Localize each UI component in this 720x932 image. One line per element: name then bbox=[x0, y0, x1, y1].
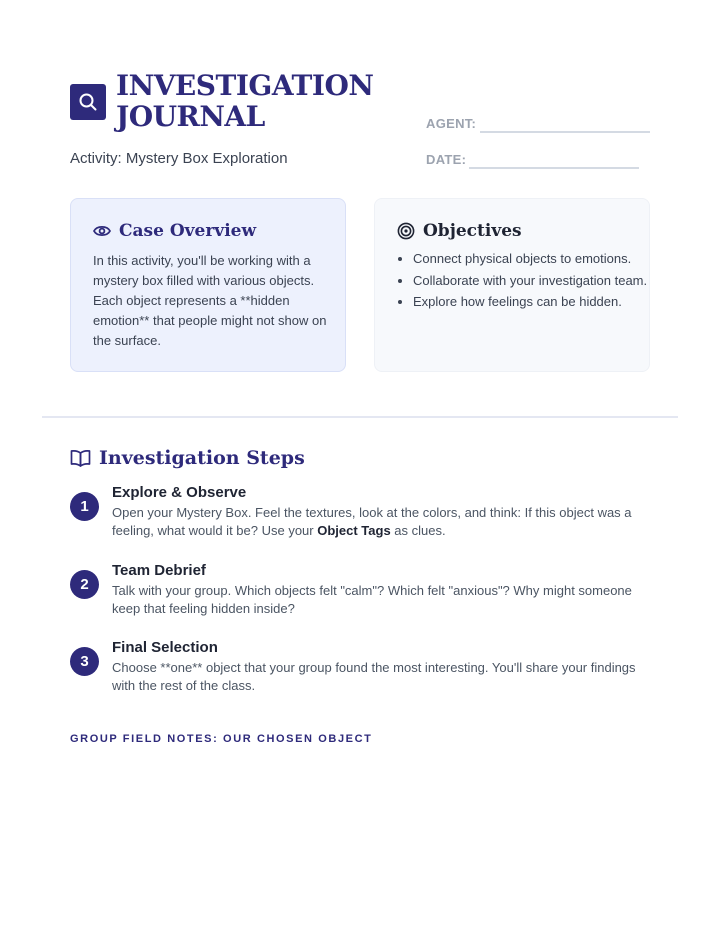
objectives-card bbox=[374, 198, 650, 372]
list-item: • Collaborate with your investigation team. bbox=[413, 272, 649, 290]
step-description-text: as clues. bbox=[390, 523, 446, 538]
target-icon bbox=[397, 222, 415, 240]
agent-field[interactable] bbox=[480, 131, 650, 133]
activity-subtitle: Activity: Mystery Box Exploration bbox=[70, 150, 288, 167]
steps-title: Investigation Steps bbox=[99, 447, 305, 469]
step-description-text: Open your Mystery Box. Feel the textures, look at the colors, and think: If this object was a feeling, what would it be? Use your bbox=[112, 505, 632, 538]
step-description: Talk with your group. Which objects felt "calm"? Which felt "anxious"? Why might someone keep that feeling hidden inside? bbox=[112, 583, 632, 616]
page-title-line1: INVESTIGATION bbox=[116, 69, 374, 102]
case-overview-text: In this activity, you'll be working with a mystery box filled with various objects. Each object represents a **hidden emotion** that people might not show on the surface. bbox=[93, 253, 327, 348]
case-overview-card bbox=[70, 198, 346, 372]
step-title: Final Selection bbox=[112, 639, 218, 656]
logo-badge bbox=[70, 84, 106, 120]
search-icon bbox=[78, 92, 98, 112]
step-title: Explore & Observe bbox=[112, 484, 247, 501]
book-open-icon bbox=[70, 449, 91, 467]
date-label: DATE: bbox=[426, 152, 467, 167]
step-number: 2 bbox=[70, 570, 99, 599]
section-divider bbox=[42, 416, 678, 418]
agent-label: AGENT: bbox=[426, 116, 477, 131]
step-number: 3 bbox=[70, 647, 99, 676]
eye-icon bbox=[93, 224, 111, 238]
group-notes-label: GROUP FIELD NOTES: OUR CHOSEN OBJECT bbox=[70, 733, 373, 745]
list-item: • Connect physical objects to emotions. bbox=[413, 250, 649, 268]
case-overview-header bbox=[93, 221, 256, 241]
step-description bbox=[112, 504, 652, 540]
objectives-header bbox=[397, 221, 522, 241]
objectives-title: Objectives bbox=[423, 221, 522, 241]
steps-header bbox=[70, 447, 305, 469]
objectives-list bbox=[397, 250, 649, 315]
date-field[interactable] bbox=[469, 167, 639, 169]
page-title bbox=[116, 70, 376, 132]
step-number: 1 bbox=[70, 492, 99, 521]
step-description: Choose **one** object that your group found the most interesting. You'll share your findings with the rest of the class. bbox=[112, 660, 636, 693]
case-overview-title: Case Overview bbox=[119, 221, 257, 241]
step-title: Team Debrief bbox=[112, 562, 206, 579]
page-title-line2: JOURNAL bbox=[116, 100, 265, 133]
list-item: • Explore how feelings can be hidden. bbox=[413, 293, 649, 311]
step-description-emphasis: Object Tags bbox=[317, 523, 391, 538]
